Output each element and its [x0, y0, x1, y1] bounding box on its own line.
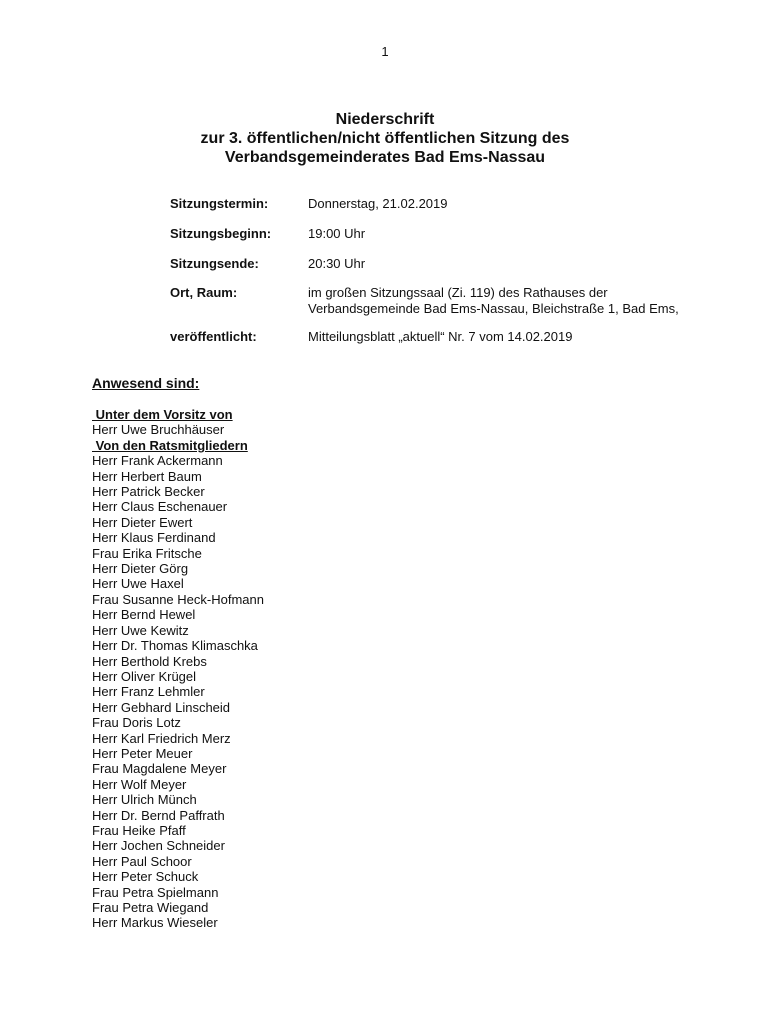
meeting-date-row	[170, 196, 730, 226]
member-name: Herr Wolf Meyer	[92, 776, 187, 792]
meeting-date-value: Donnerstag, 21.02.2019	[308, 196, 448, 211]
members-list	[92, 453, 264, 931]
attendance-heading: Anwesend sind:	[92, 375, 200, 391]
chair-name: Herr Uwe Bruchhäuser	[92, 422, 225, 438]
meeting-location-row	[170, 285, 730, 329]
member-name: Herr Berthold Krebs	[92, 653, 207, 669]
member-name: Herr Jochen Schneider	[92, 838, 225, 854]
title-line-3: Verbandsgemeinderates Bad Ems-Nassau	[224, 149, 546, 166]
chair-list	[92, 422, 264, 437]
publication-label: veröffentlicht:	[170, 329, 257, 344]
meeting-start-label: Sitzungsbeginn:	[170, 226, 272, 241]
page-number: 1	[381, 44, 389, 59]
member-name: Herr Dr. Bernd Paffrath	[92, 807, 225, 823]
member-name: Herr Frank Ackermann	[92, 453, 223, 469]
member-name: Herr Dieter Ewert	[92, 514, 193, 530]
member-name: Frau Erika Fritsche	[92, 545, 202, 561]
member-name: Frau Susanne Heck-Hofmann	[92, 591, 264, 607]
member-name: Frau Magdalene Meyer	[92, 761, 227, 777]
member-name: Herr Claus Eschenauer	[92, 499, 228, 515]
chair-heading: Unter dem Vorsitz von	[92, 407, 233, 422]
member-name: Frau Petra Spielmann	[92, 884, 219, 900]
meeting-end-label: Sitzungsende:	[170, 256, 259, 271]
member-name: Herr Oliver Krügel	[92, 668, 197, 684]
meeting-location-label: Ort, Raum:	[170, 285, 238, 300]
member-name: Frau Heike Pfaff	[92, 822, 186, 838]
meeting-details	[170, 196, 730, 349]
member-name: Herr Ulrich Münch	[92, 792, 197, 808]
meeting-start-row	[170, 226, 730, 256]
member-name: Herr Karl Friedrich Merz	[92, 730, 231, 746]
member-name: Herr Klaus Ferdinand	[92, 530, 216, 546]
member-name: Herr Uwe Haxel	[92, 576, 184, 592]
meeting-end-row	[170, 256, 730, 285]
member-name: Frau Petra Wiegand	[92, 900, 209, 915]
member-name: Herr Bernd Hewel	[92, 607, 196, 623]
title-line-1: Niederschrift	[335, 111, 435, 128]
members-heading: Von den Ratsmitgliedern	[92, 437, 248, 453]
member-name: Herr Uwe Kewitz	[92, 622, 189, 638]
member-name: Herr Markus Wieseler	[92, 915, 218, 931]
meeting-end-value: 20:30 Uhr	[308, 256, 366, 271]
meeting-location-line-2: Verbandsgemeinde Bad Ems-Nassau, Bleichstraße 1, Bad Ems,	[308, 301, 679, 316]
member-name: Herr Gebhard Linscheid	[92, 699, 231, 715]
member-name: Herr Franz Lehmler	[92, 684, 205, 700]
title-line-2: zur 3. öffentlichen/nicht öffentlichen Sitzung des	[200, 130, 570, 147]
member-name: Herr Patrick Becker	[92, 484, 205, 500]
attendance-list	[92, 407, 264, 931]
publication-value: Mitteilungsblatt „aktuell“ Nr. 7 vom 14.02.2019	[308, 329, 573, 344]
member-name: Herr Peter Schuck	[92, 869, 199, 885]
member-name: Herr Dr. Thomas Klimaschka	[92, 638, 258, 654]
member-name: Herr Peter Meuer	[92, 745, 193, 761]
member-name: Frau Doris Lotz	[92, 715, 181, 731]
publication-row	[170, 329, 730, 349]
member-name: Herr Dieter Görg	[92, 561, 189, 577]
document-title	[0, 110, 770, 167]
meeting-date-label: Sitzungstermin:	[170, 196, 269, 211]
member-name: Herr Herbert Baum	[92, 468, 202, 484]
meeting-location-line-1: im großen Sitzungssaal (Zi. 119) des Rathauses der	[308, 285, 608, 300]
member-name: Herr Paul Schoor	[92, 853, 192, 869]
meeting-start-value: 19:00 Uhr	[308, 226, 366, 241]
meeting-location-value	[308, 285, 730, 329]
